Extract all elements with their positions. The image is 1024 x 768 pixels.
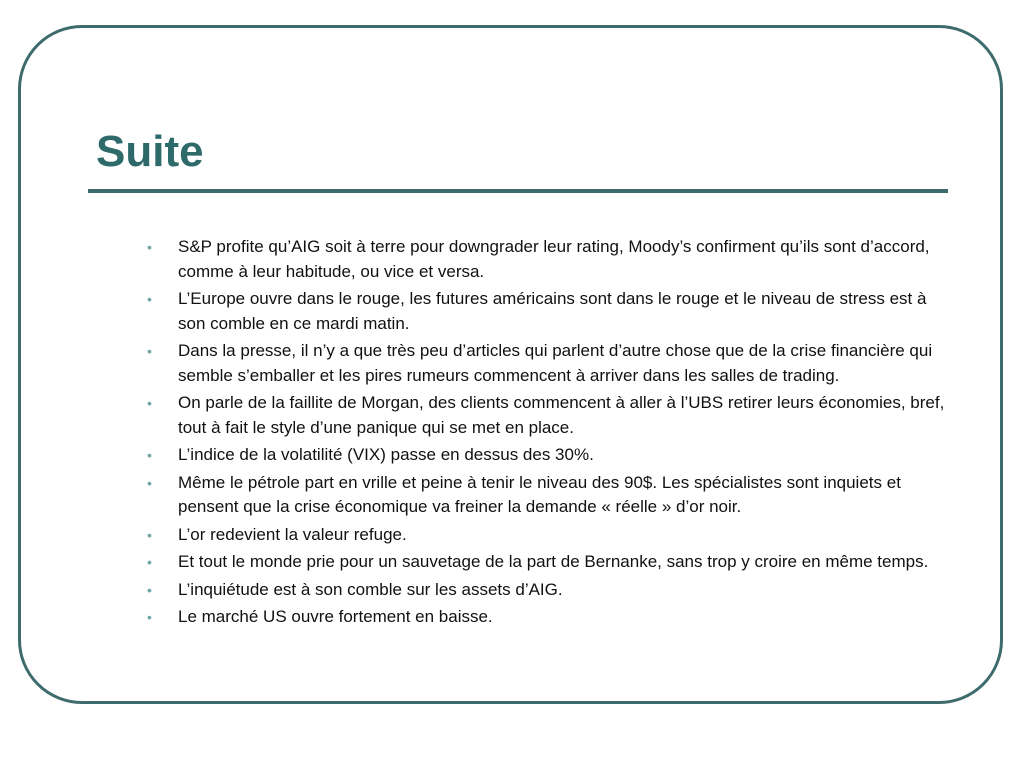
bullet-item: [147, 443, 948, 468]
bullet-item: [147, 339, 948, 388]
bullet-item: [147, 605, 948, 630]
bullet-text: Même le pétrole part en vrille et peine à tenir le niveau des 90$. Les spécialistes sont inquiets et pensent que la crise économique va freiner la demande « réelle » d’or noir.: [178, 472, 901, 516]
bullet-dot-icon: •: [147, 474, 152, 491]
bullet-dot-icon: •: [147, 343, 152, 359]
bullet-dot-icon: •: [147, 609, 152, 625]
bullet-text: S&P profite qu’AIG soit à terre pour downgrader leur rating, Moody’s confirment qu’ils sont d’accord, comme à leur habitude, ou vice et versa.: [178, 237, 930, 281]
bullet-dot-icon: •: [147, 554, 152, 570]
bullet-item: [147, 550, 948, 575]
bullet-text: On parle de la faillite de Morgan, des clients commencent à aller à l’UBS retirer leurs économies, bref, tout à fait le style d’une panique qui se met en place.: [178, 393, 945, 437]
bullet-dot-icon: •: [147, 447, 152, 463]
bullet-item: [147, 471, 948, 520]
title-underline: [88, 189, 948, 193]
bullet-text: L’or redevient la valeur refuge.: [178, 524, 407, 544]
bullet-item: [147, 578, 948, 603]
bullet-item: [147, 391, 948, 440]
bullet-item: [147, 235, 948, 284]
bullet-dot-icon: •: [147, 395, 152, 411]
bullet-dot-icon: •: [147, 291, 152, 307]
bullet-text: L’Europe ouvre dans le rouge, les futures américains sont dans le rouge et le niveau de stress est à son comble en ce mardi matin.: [178, 289, 927, 333]
bullet-text: Dans la presse, il n’y a que très peu d’articles qui parlent d’autre chose que de la crise financière qui semble s’emballer et les pires rumeurs commencent à arriver dans les salles de trading.: [178, 341, 933, 385]
bullet-list: [147, 235, 948, 633]
bullet-dot-icon: •: [147, 526, 152, 543]
bullet-dot-icon: •: [147, 239, 152, 255]
bullet-item: [147, 523, 948, 548]
bullet-text: Le marché US ouvre fortement en baisse.: [178, 607, 493, 626]
bullet-text: Et tout le monde prie pour un sauvetage de la part de Bernanke, sans trop y croire en même temps.: [178, 552, 929, 571]
slide-title: Suite: [96, 127, 204, 176]
bullet-text: L’indice de la volatilité (VIX) passe en dessus des 30%.: [178, 445, 594, 464]
bullet-dot-icon: •: [147, 581, 152, 598]
bullet-text: L’inquiétude est à son comble sur les assets d’AIG.: [178, 579, 563, 599]
bullet-item: [147, 287, 948, 336]
